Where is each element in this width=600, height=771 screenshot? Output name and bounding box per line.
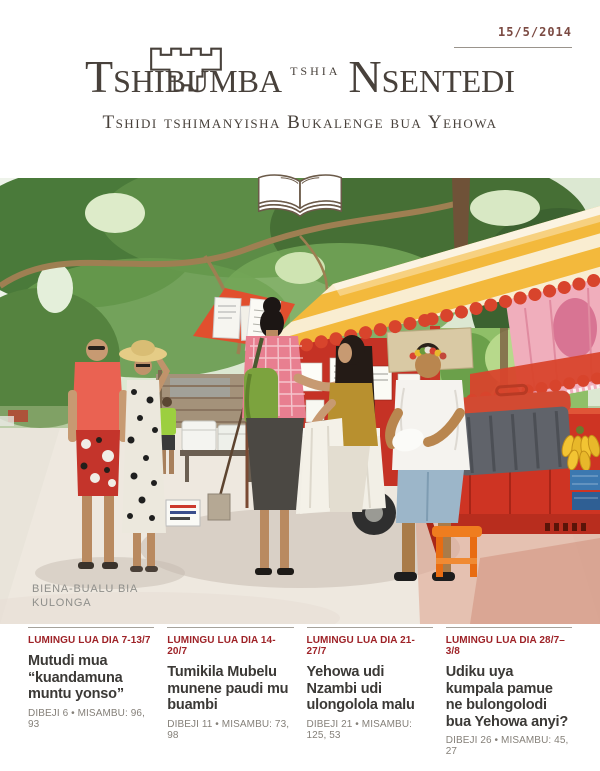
- magazine-subtitle: Tshidi tshimanyisha Bukalenge bua Yehowa: [102, 112, 498, 133]
- article-info: DIBEJI 21 • MISAMBU: 125, 53: [306, 718, 413, 741]
- open-book-icon: [252, 166, 348, 224]
- article-info: DIBEJI 11 • MISAMBU: 73, 98: [167, 718, 290, 741]
- article-week: LUMINGU LUA DIA 7-13/7: [28, 635, 151, 646]
- article-week: LUMINGU LUA DIA 21-27/7: [306, 635, 415, 657]
- date-rule: [454, 47, 572, 48]
- title-connector: tshia: [290, 60, 341, 79]
- title-part-2: Nsentedi: [348, 51, 515, 102]
- title-part-1: Tshibumba: [85, 51, 283, 102]
- photo-caption: [32, 582, 138, 610]
- article-card-3: [307, 627, 433, 757]
- article-title: Tumikila Mubelu munene paudi mu buambi: [167, 664, 289, 714]
- article-card-2: [167, 627, 293, 757]
- caption-line-1: BIENA-BUALU BIA: [32, 583, 139, 595]
- issue-date: 15/5/2014: [497, 25, 572, 39]
- magazine-title: [0, 51, 600, 102]
- article-week: LUMINGU LUA DIA 14-20/7: [167, 635, 276, 657]
- article-week: LUMINGU LUA DIA 28/7–3/8: [445, 635, 565, 657]
- caption-line-2: KULONGA: [32, 597, 92, 609]
- article-title: Mutudi mua “kuandamuna muntu yonso”: [28, 653, 124, 703]
- cover-photo: [0, 178, 600, 624]
- masthead: [0, 0, 600, 178]
- study-articles-strip: [28, 627, 572, 757]
- article-card-4: [446, 627, 572, 757]
- article-card-1: [28, 627, 154, 757]
- article-title: Yehowa udi Nzambi udi ulongolola malu: [306, 664, 415, 714]
- market-scene-illustration: [0, 178, 600, 624]
- article-info: DIBEJI 26 • MISAMBU: 45, 27: [445, 735, 569, 758]
- article-title: Udiku uya kumpala pamue ne bulongolodi bua Yehowa anyi?: [445, 664, 568, 730]
- article-info: DIBEJI 6 • MISAMBU: 96, 93: [28, 707, 145, 730]
